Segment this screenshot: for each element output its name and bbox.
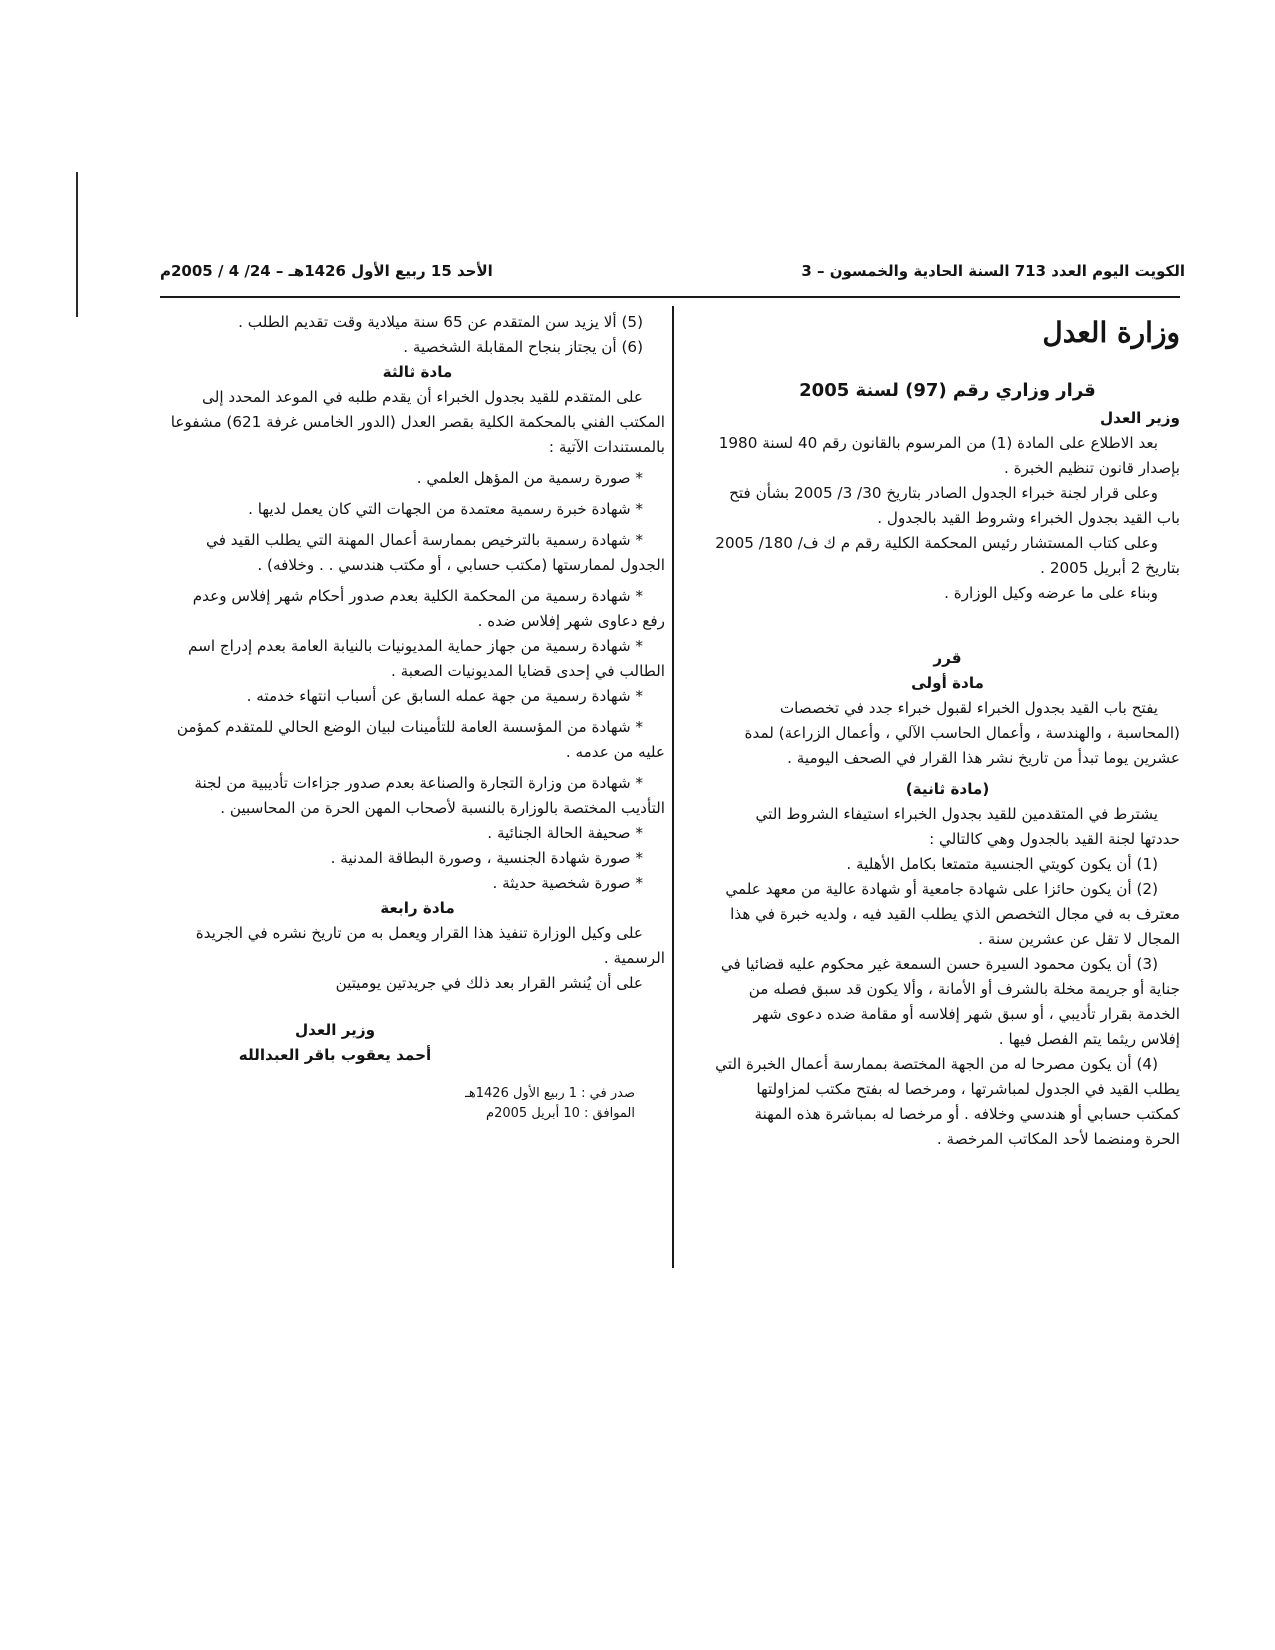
condition-item: (4) أن يكون مصرحا له من الجهة المختصة بممارسة أعمال الخبرة التي يطلب القيد في الجدول لمباشرتها ، ومرخصا له بفتح مكتب لمزاولتها كمكتب حسابي أو هندسي وخلافه . أو مرخصا له بمباشرة هذه المهنة الحرة ومنضما لأحد المكاتب المرخصة . — [715, 1055, 1180, 1148]
document-item: * شهادة رسمية من جهة عمله السابق عن أسباب انتهاء خدمته . — [246, 687, 643, 705]
condition-item: (2) أن يكون حائزا على شهادة جامعية أو شهادة عالية من معهد علمي معترف به في مجال التخصص الذي يطلب القيد فيه ، ولديه خبرة في هذا المجال لا تقل عن عشرين سنة . — [725, 880, 1180, 948]
left-column — [170, 310, 665, 1124]
decree-title: قرار وزاري رقم (97) لسنة 2005 — [799, 380, 1096, 401]
preamble-paragraph: وعلى كتاب المستشار رئيس المحكمة الكلية رقم م ك ف/ 180/ 2005 بتاريخ 2 أبريل 2005 . — [715, 534, 1180, 577]
document-item: * صورة رسمية من المؤهل العلمي . — [416, 469, 643, 487]
decided-heading: قرر — [933, 649, 962, 667]
article3-heading: مادة ثالثة — [382, 363, 453, 381]
issue-date-block — [435, 1084, 635, 1124]
column-divider — [672, 306, 674, 1268]
article3-intro: على المتقدم للقيد بجدول الخبراء أن يقدم طلبه في الموعد المحدد إلى المكتب الفني بالمحكمة الكلية بقصر العدل (الدور الخامس غرفة 621) مشفوعا بالمستندات الآتية : — [170, 388, 665, 456]
article4-text-2: على أن يُنشر القرار بعد ذلك في جريدتين يوميتين — [335, 974, 643, 992]
article4-text: على وكيل الوزارة تنفيذ هذا القرار ويعمل به من تاريخ نشره في الجريدة الرسمية . — [195, 924, 665, 967]
preamble-paragraph: بعد الاطلاع على المادة (1) من المرسوم بالقانون رقم 40 لسنة 1980 بإصدار قانون تنظيم الخبرة . — [718, 434, 1180, 477]
header-date: الأحد 15 ربيع الأول 1426هـ – 24/ 4 / 2005م — [160, 262, 493, 280]
minister-label: وزير العدل — [1099, 409, 1180, 427]
signature-title: وزير العدل — [294, 1021, 376, 1039]
document-item: * شهادة خبرة رسمية معتمدة من الجهات التي كان يعمل لديها . — [248, 500, 643, 518]
document-item: * شهادة من المؤسسة العامة للتأمينات لبيان الوضع الحالي للمتقدم كمؤمن عليه من عدمه . — [176, 718, 665, 761]
page-header — [160, 262, 1185, 288]
condition-item: (6) أن يجتاز بنجاح المقابلة الشخصية . — [403, 338, 643, 356]
scan-edge-line — [76, 172, 78, 317]
header-rule — [160, 296, 1180, 298]
condition-item: (5) ألا يزيد سن المتقدم عن 65 سنة ميلادية وقت تقديم الطلب . — [238, 313, 643, 331]
document-item: * شهادة رسمية بالترخيص بممارسة أعمال المهنة التي يطلب القيد في الجدول لممارستها (مكتب حسابي ، أو مكتب هندسي . . وخلافه) . — [206, 531, 665, 574]
article1-heading: مادة أولى — [911, 674, 984, 692]
document-item: * صورة شهادة الجنسية ، وصورة البطاقة المدنية . — [330, 849, 643, 867]
document-item: * شهادة رسمية من جهاز حماية المديونيات بالنيابة العامة بعدم إدراج اسم الطالب في إحدى قضايا المديونيات الصعبة . — [187, 637, 665, 680]
right-column — [715, 310, 1180, 1152]
document-item: * شهادة من وزارة التجارة والصناعة بعدم صدور جزاءات تأديبية من لجنة التأديب المختصة بالوزارة بالنسبة لأصحاب المهن الحرة من المحاسبين . — [194, 774, 665, 817]
issued-at: صدر في : 1 ربيع الأول 1426هـ — [465, 1086, 635, 1101]
article1-text: يفتح باب القيد بجدول الخبراء لقبول خبراء جدد في تخصصات (المحاسبة ، والهندسة ، وأعمال الحاسب الآلي ، وأعمال الزراعة) لمدة عشرين يوما تبدأ من تاريخ نشر هذا القرار في الصحف اليومية . — [744, 699, 1180, 767]
header-issue-info: الكويت اليوم العدد 713 السنة الحادية والخمسون – 3 — [801, 262, 1185, 280]
article4-heading: مادة رابعة — [380, 899, 455, 917]
document-item: * صحيفة الحالة الجنائية . — [487, 824, 643, 842]
document-item: * شهادة رسمية من المحكمة الكلية بعدم صدور أحكام شهر إفلاس وعدم رفع دعاوى شهر إفلاس ضده . — [192, 587, 665, 630]
signature-name: أحمد يعقوب باقر العبدالله — [238, 1046, 432, 1064]
preamble-paragraph: وبناء على ما عرضه وكيل الوزارة . — [944, 584, 1158, 602]
signature-block — [235, 1018, 435, 1068]
article2-intro: يشترط في المتقدمين للقيد بجدول الخبراء استيفاء الشروط التي حددتها لجنة القيد بالجدول وهي كالتالي : — [755, 805, 1180, 848]
ministry-title: وزارة العدل — [1042, 316, 1180, 349]
corresponding-date: الموافق : 10 أبريل 2005م — [486, 1106, 635, 1121]
article2-heading: (مادة ثانية) — [905, 780, 990, 798]
condition-item: (1) أن يكون كويتي الجنسية متمتعا بكامل الأهلية . — [846, 855, 1158, 873]
document-item: * صورة شخصية حديثة . — [492, 874, 643, 892]
condition-item: (3) أن يكون محمود السيرة حسن السمعة غير محكوم عليه قضائيا في جناية أو جريمة مخلة بالشرف أو الأمانة ، وألا يكون قد سبق فصله من الخدمة بقرار تأديبي ، أو سبق شهر إفلاسه أو مقامة ضده دعوى شهر إفلاس ريثما يتم الفصل فيها . — [720, 955, 1180, 1048]
preamble-paragraph: وعلى قرار لجنة خبراء الجدول الصادر بتاريخ 30/ 3/ 2005 بشأن فتح باب القيد بجدول الخبراء وشروط القيد بالجدول . — [729, 484, 1180, 527]
